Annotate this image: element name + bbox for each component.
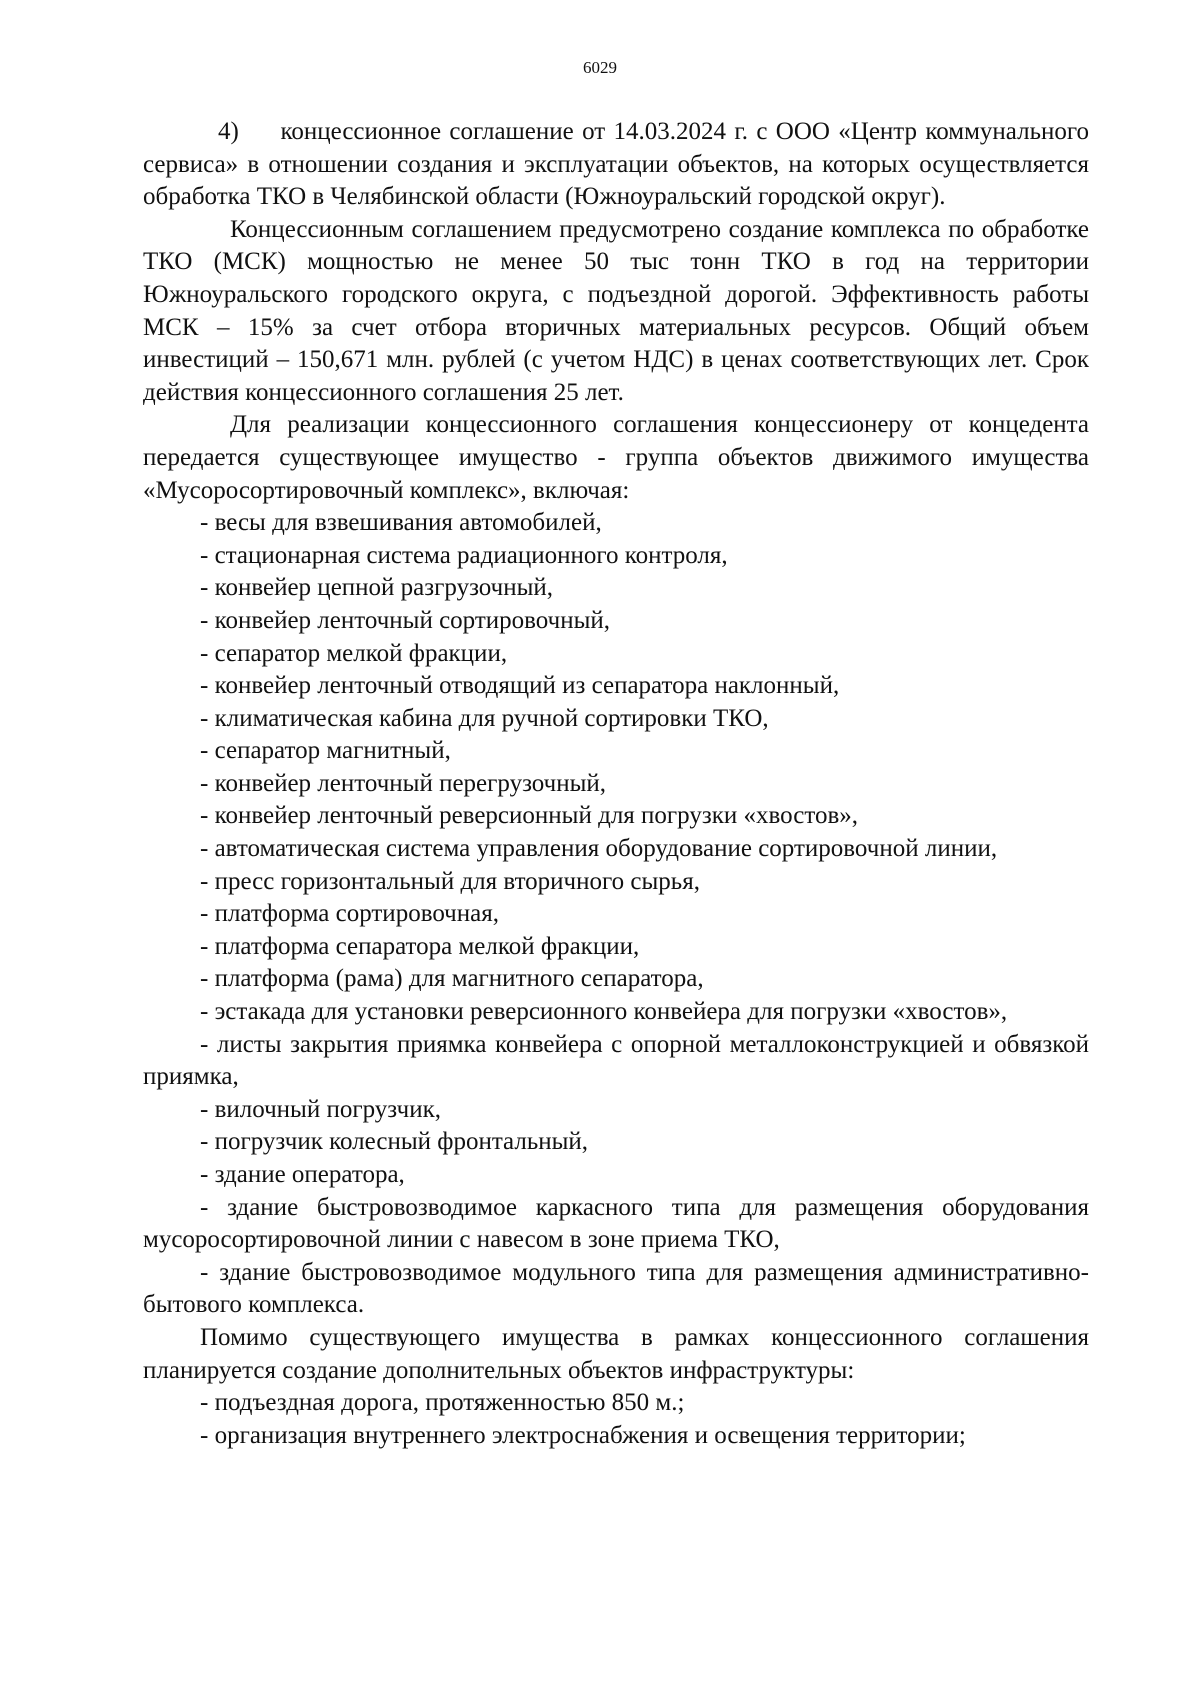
list-item: - организация внутреннего электроснабжения и освещения территории;: [200, 1421, 966, 1449]
list-item: - автоматическая система управления оборудование сортировочной линии,: [200, 835, 998, 863]
list-item: - конвейер ленточный перегрузочный,: [200, 769, 607, 797]
list-item: - стационарная система радиационного контроля,: [200, 541, 728, 569]
list-item: - конвейер ленточный реверсионный для погрузки «хвостов»,: [200, 802, 858, 830]
paragraph-additional-infrastructure: Помимо существующего имущества в рамках концессионного соглашения планируется создание дополнительных объектов инфраструктуры:: [143, 1323, 1089, 1384]
list-item: - здание оператора,: [200, 1161, 405, 1188]
equipment-list: [143, 507, 1089, 1322]
page-number: 6029: [583, 58, 617, 77]
document-body: [143, 116, 1089, 1452]
list-item: - сепаратор магнитный,: [200, 737, 451, 765]
list-item: - подъездная дорога, протяженностью 850 м.;: [200, 1389, 685, 1417]
list-item: - конвейер ленточный отводящий из сепаратора наклонный,: [200, 672, 840, 700]
list-item: - платформа сепаратора мелкой фракции,: [200, 932, 640, 960]
list-item: - листы закрытия приямка конвейера с опорной металлоконструкцией и обвязкой приямка,: [143, 1030, 1089, 1091]
paragraph-concession-item-4: 4) концессионное соглашение от 14.03.2024 г. с ООО «Центр коммунального сервиса» в отношении создания и эксплуатации объектов, на которых осуществляется обработка ТКО в Челябинской области (Южноуральский городской округ).: [143, 118, 1089, 211]
list-item: - пресс горизонтальный для вторичного сырья,: [200, 867, 700, 895]
list-item: - эстакада для установки реверсионного конвейера для погрузки «хвостов»,: [200, 998, 1008, 1026]
list-item: - конвейер цепной разгрузочный,: [200, 574, 554, 602]
paragraph-concession-terms: Концессионным соглашением предусмотрено создание комплекса по обработке ТКО (МСК) мощностью не менее 50 тыс тонн ТКО в год на территории Южноуральского городского округа, с подъездной дорогой. Эффективность работы МСК – 15% за счет отбора вторичных материальных ресурсов. Общий объем инвестиций – 150,671 млн. рублей (с учетом НДС) в ценах соответствующих лет. Срок действия концессионного соглашения 25 лет.: [143, 215, 1089, 406]
list-item: - конвейер ленточный сортировочный,: [200, 606, 611, 634]
list-item: - платформа сортировочная,: [200, 900, 499, 928]
list-item: - платформа (рама) для магнитного сепаратора,: [200, 965, 704, 993]
list-item: - погрузчик колесный фронтальный,: [200, 1128, 589, 1156]
list-item: - здание быстровозводимое модульного типа для размещения административно-бытового комплекса.: [143, 1258, 1089, 1319]
paragraph-transferred-property: Для реализации концессионного соглашения концессионеру от концедента передается существующее имущество - группа объектов движимого имущества «Мусоросортировочный комплекс», включая:: [143, 411, 1089, 504]
list-item: - вилочный погрузчик,: [200, 1095, 441, 1123]
list-item: - весы для взвешивания автомобилей,: [200, 509, 602, 537]
list-item: - климатическая кабина для ручной сортировки ТКО,: [200, 704, 769, 732]
infrastructure-list: [143, 1387, 1089, 1452]
list-item: - сепаратор мелкой фракции,: [200, 639, 508, 667]
list-item: - здание быстровозводимое каркасного типа для размещения оборудования мусоросортировочной линии с навесом в зоне приема ТКО,: [143, 1193, 1089, 1254]
